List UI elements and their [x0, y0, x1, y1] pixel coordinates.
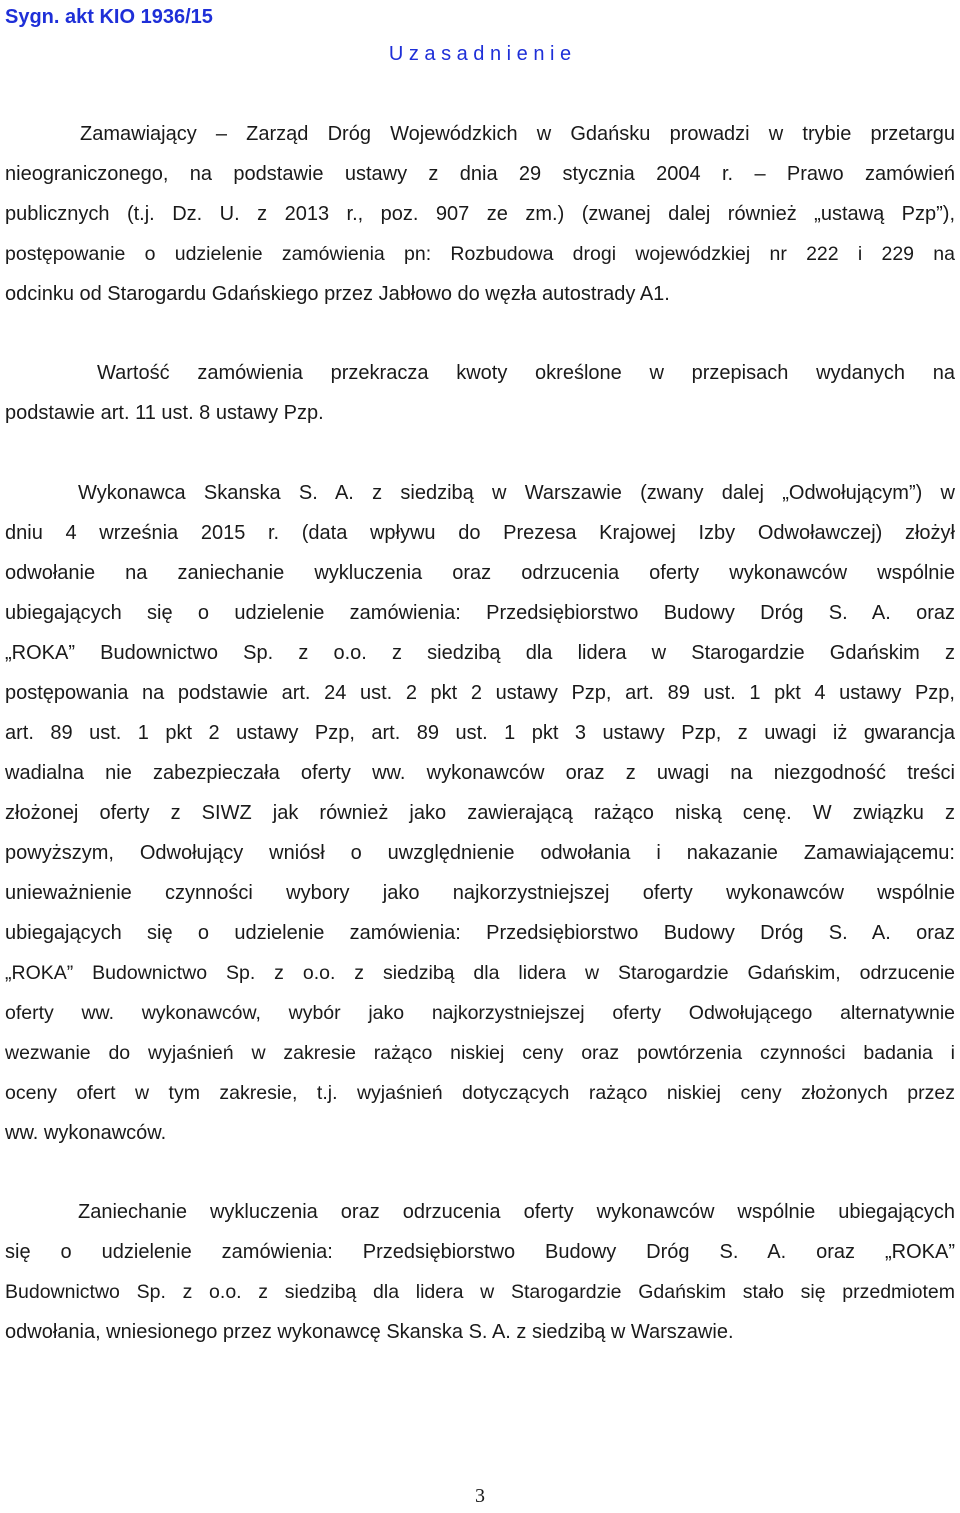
paragraph-line: „ROKA” Budownictwo Sp. z o.o. z siedzibą dla lidera w Starogardzie Gdańskim z [5, 642, 955, 664]
paragraph-line: wezwanie do wyjaśnień w zakresie rażąco niskiej ceny oraz powtórzenia czynności badania i [5, 1042, 955, 1064]
paragraph-line: „ROKA” Budownictwo Sp. z o.o. z siedzibą dla lidera w Starogardzie Gdańskim, odrzucenie [5, 962, 955, 984]
paragraph-line: się o udzielenie zamówienia: Przedsiębiorstwo Budowy Dróg S. A. oraz „ROKA” [5, 1241, 955, 1263]
paragraph-line: ubiegających się o udzielenie zamówienia: Przedsiębiorstwo Budowy Dróg S. A. oraz [5, 922, 955, 944]
paragraph-line: publicznych (t.j. Dz. U. z 2013 r., poz. 907 ze zm.) (zwanej dalej również „ustawą Pzp”), [5, 203, 955, 225]
paragraph-line: unieważnienie czynności wybory jako najkorzystniejszej oferty wykonawców wspólnie [5, 882, 955, 904]
paragraph-line: oferty ww. wykonawców, wybór jako najkorzystniejszej oferty Odwołującego alternatywnie [5, 1002, 955, 1024]
paragraph-line: dniu 4 września 2015 r. (data wpływu do Prezesa Krajowej Izby Odwoławczej) złożył [5, 522, 955, 544]
paragraph-line: postępowania na podstawie art. 24 ust. 2 pkt 2 ustawy Pzp, art. 89 ust. 1 pkt 4 ustawy Pzp, [5, 682, 955, 704]
paragraph-line: powyższym, Odwołujący wniósł o uwzględnienie odwołania i nakazanie Zamawiającemu: [5, 842, 955, 864]
document-title: U z a s a d n i e n i e [388, 43, 572, 65]
paragraph-line: postępowanie o udzielenie zamówienia pn: Rozbudowa drogi wojewódzkiej nr 222 i 229 na [5, 243, 955, 265]
paragraph-line: wadialna nie zabezpieczała oferty ww. wykonawców oraz z uwagi na niezgodność treści [5, 762, 955, 784]
paragraph-line: oceny ofert w tym zakresie, t.j. wyjaśnień dotyczących rażąco niskiej ceny złożonych przez [5, 1082, 955, 1104]
paragraph-line: ww. wykonawców. [5, 1122, 167, 1144]
case-signature: Sygn. akt KIO 1936/15 [5, 6, 213, 28]
page-number: 3 [475, 1485, 485, 1507]
paragraph-line: Wykonawca Skanska S. A. z siedzibą w Warszawie (zwany dalej „Odwołującym”) w [78, 482, 955, 504]
paragraph-line: Zamawiający – Zarząd Dróg Wojewódzkich w Gdańsku prowadzi w trybie przetargu [80, 123, 955, 145]
paragraph-value [5, 353, 955, 433]
paragraph-line: nieograniczonego, na podstawie ustawy z dnia 29 stycznia 2004 r. – Prawo zamówień [5, 163, 955, 185]
paragraph-line: odwołanie na zaniechanie wykluczenia oraz odrzucenia oferty wykonawców wspólnie [5, 562, 955, 584]
paragraph-line: Wartość zamówienia przekracza kwoty określone w przepisach wydanych na [97, 362, 955, 384]
paragraph-line: odcinku od Starogardu Gdańskiego przez Jabłowo do węzła autostrady A1. [5, 283, 670, 305]
paragraph-line: ubiegających się o udzielenie zamówienia: Przedsiębiorstwo Budowy Dróg S. A. oraz [5, 602, 955, 624]
paragraph-line: podstawie art. 11 ust. 8 ustawy Pzp. [5, 402, 324, 424]
paragraph-line: złożonej oferty z SIWZ jak również jako zawierającą rażąco niską cenę. W związku z [5, 802, 955, 824]
paragraph-line: art. 89 ust. 1 pkt 2 ustawy Pzp, art. 89 ust. 1 pkt 3 ustawy Pzp, z uwagi iż gwarancja [5, 722, 955, 744]
paragraph-line: Zaniechanie wykluczenia oraz odrzucenia oferty wykonawców wspólnie ubiegających [78, 1201, 955, 1223]
paragraph-intro [5, 114, 955, 314]
paragraph-appeal [5, 473, 955, 1153]
paragraph-subject [5, 1192, 955, 1352]
paragraph-line: odwołania, wniesionego przez wykonawcę Skanska S. A. z siedzibą w Warszawie. [5, 1321, 734, 1343]
paragraph-line: Budownictwo Sp. z o.o. z siedzibą dla lidera w Starogardzie Gdańskim stało się przedmiotem [5, 1281, 955, 1303]
